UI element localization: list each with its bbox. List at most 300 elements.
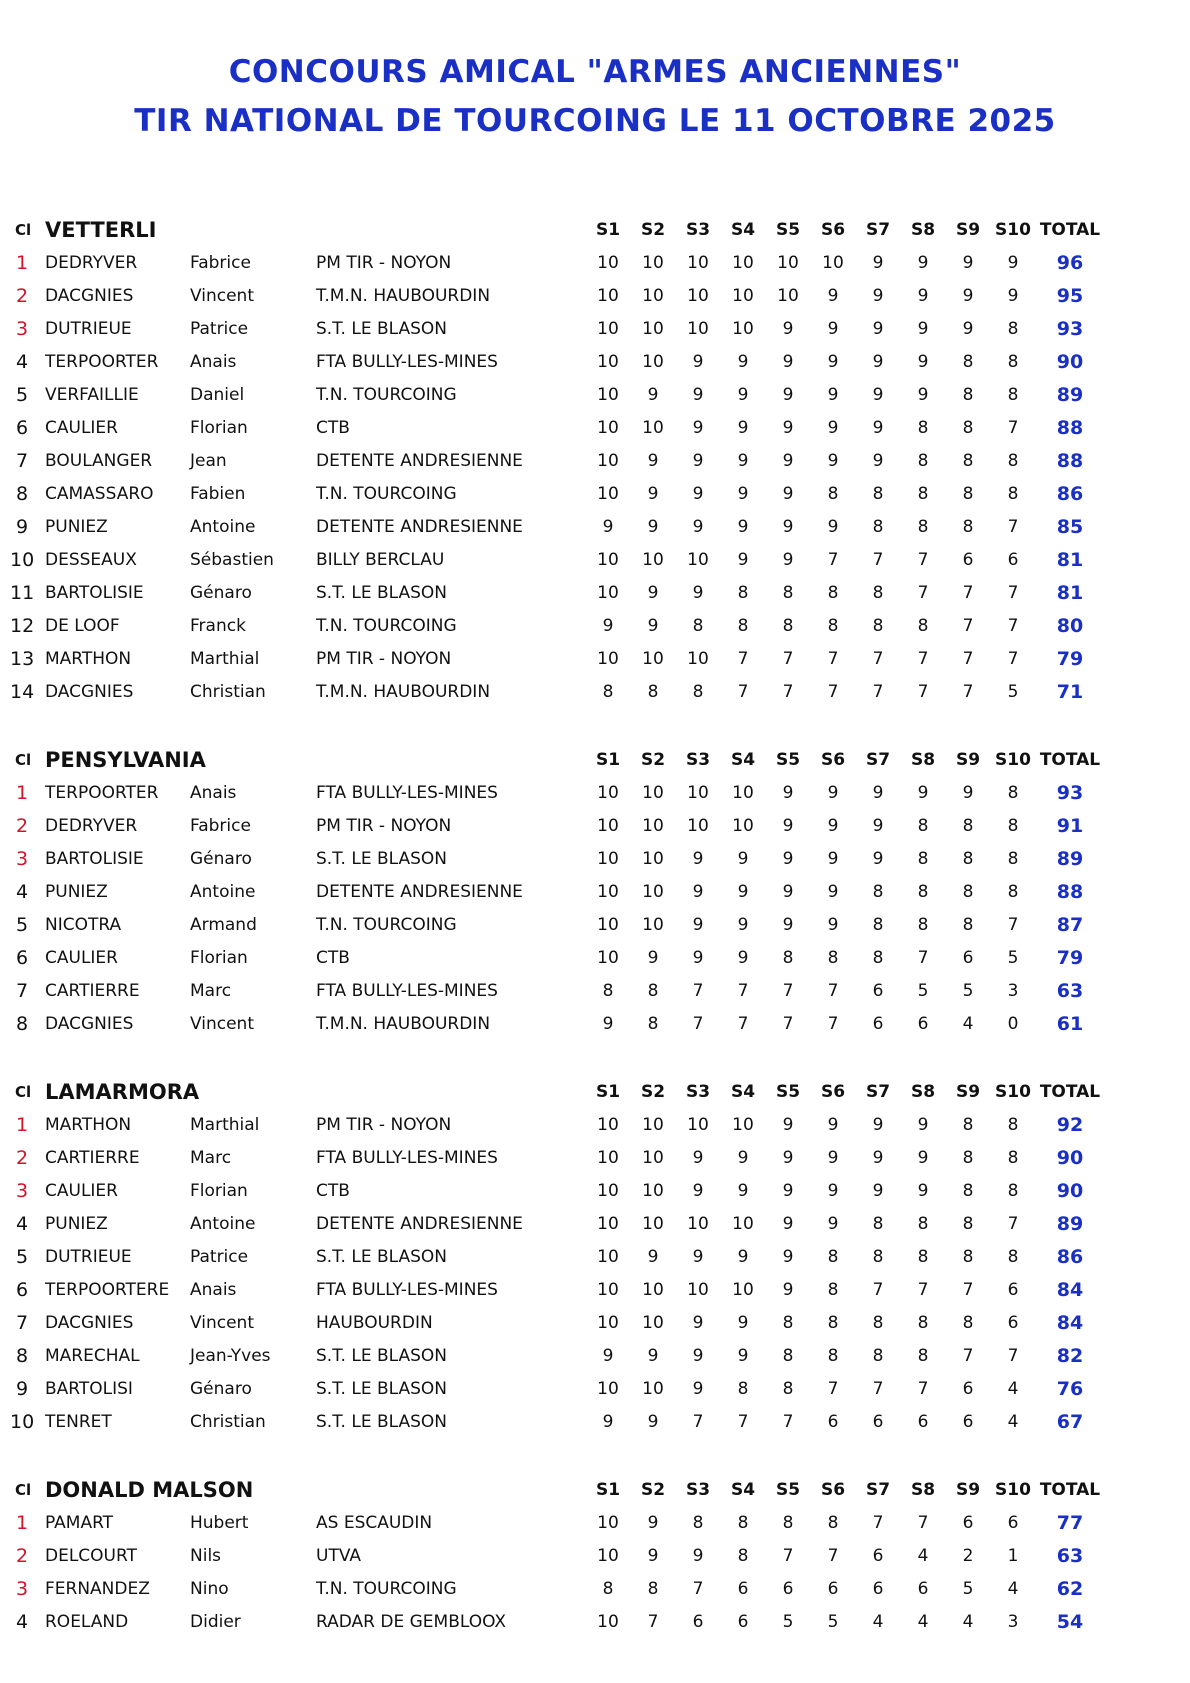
score-cell: 8 (962, 1181, 974, 1201)
rank: 6 (15, 417, 29, 439)
first-name: Antoine (190, 517, 256, 537)
score-cell: 8 (827, 484, 839, 504)
score-cell: 8 (917, 1214, 929, 1234)
section-title: PENSYLVANIA (45, 748, 206, 772)
first-name: Marthial (190, 1115, 260, 1135)
score-cell: 9 (872, 319, 884, 339)
score-cell: 9 (872, 1181, 884, 1201)
score-cell: 7 (692, 1014, 704, 1034)
score-cell: 8 (647, 981, 659, 1001)
total-score: 80 (1056, 615, 1084, 637)
score-cell: 5 (917, 981, 929, 1001)
table-row (0, 314, 1190, 344)
score-cell: 8 (1007, 1247, 1019, 1267)
document-subtitle: TIR NATIONAL DE TOURCOING LE 11 OCTOBRE 2025 (134, 103, 1056, 139)
score-cell: 10 (642, 550, 664, 570)
first-name: Génaro (190, 1379, 252, 1399)
club-name: T.N. TOURCOING (316, 1579, 457, 1599)
total-score: 90 (1056, 1180, 1084, 1202)
rank: 9 (15, 516, 29, 538)
score-cell: 8 (1007, 849, 1019, 869)
score-cell: 9 (827, 352, 839, 372)
last-name: PUNIEZ (45, 882, 108, 902)
score-cell: 8 (1007, 451, 1019, 471)
score-cell: 7 (872, 1513, 884, 1533)
score-cell: 10 (687, 550, 709, 570)
score-cell: 10 (597, 1247, 619, 1267)
club-name: DETENTE ANDRESIENNE (316, 451, 523, 471)
column-header: S1 (595, 1082, 621, 1102)
score-cell: 9 (827, 816, 839, 836)
score-cell: 6 (827, 1579, 839, 1599)
last-name: TERPOORTER (45, 783, 159, 803)
score-cell: 10 (732, 1115, 754, 1135)
score-cell: 7 (827, 550, 839, 570)
score-cell: 9 (737, 352, 749, 372)
score-cell: 10 (597, 1612, 619, 1632)
last-name: CAULIER (45, 1181, 118, 1201)
score-cell: 4 (872, 1612, 884, 1632)
rank: 12 (10, 615, 35, 637)
club-name: PM TIR - NOYON (316, 816, 452, 836)
score-cell: 7 (1007, 418, 1019, 438)
score-cell: 9 (737, 1247, 749, 1267)
score-cell: 10 (597, 1148, 619, 1168)
column-header: S3 (685, 1082, 711, 1102)
score-cell: 9 (692, 451, 704, 471)
section-header (0, 215, 1190, 245)
score-cell: 7 (917, 1513, 929, 1533)
score-cell: 8 (872, 882, 884, 902)
score-cell: 7 (962, 1280, 974, 1300)
score-cell: 10 (597, 1546, 619, 1566)
score-cell: 9 (782, 1181, 794, 1201)
rank: 7 (15, 450, 29, 472)
score-cell: 8 (737, 1379, 749, 1399)
column-header: S2 (640, 1082, 666, 1102)
club-name: AS ESCAUDIN (316, 1513, 433, 1533)
score-cell: 1 (1007, 1546, 1019, 1566)
score-cell: 8 (737, 1546, 749, 1566)
section-header (0, 1475, 1190, 1505)
table-row (0, 380, 1190, 410)
score-cell: 10 (687, 319, 709, 339)
last-name: FERNANDEZ (45, 1579, 150, 1599)
total-score: 87 (1056, 914, 1084, 936)
score-cell: 9 (872, 253, 884, 273)
score-cell: 7 (917, 649, 929, 669)
last-name: CARTIERRE (45, 1148, 140, 1168)
score-cell: 10 (597, 1115, 619, 1135)
club-name: RADAR DE GEMBLOOX (316, 1612, 507, 1632)
club-name: S.T. LE BLASON (316, 319, 448, 339)
score-cell: 9 (737, 418, 749, 438)
table-row (0, 811, 1190, 841)
score-cell: 10 (777, 253, 799, 273)
score-cell: 9 (872, 783, 884, 803)
column-header: S9 (955, 750, 981, 770)
score-cell: 8 (917, 616, 929, 636)
club-name: CTB (316, 418, 350, 438)
club-name: PM TIR - NOYON (316, 1115, 452, 1135)
first-name: Armand (190, 915, 257, 935)
total-score: 54 (1056, 1611, 1084, 1633)
total-score: 84 (1056, 1279, 1084, 1301)
score-cell: 8 (827, 948, 839, 968)
total-score: 93 (1056, 782, 1084, 804)
score-cell: 10 (822, 253, 844, 273)
column-header: S4 (730, 220, 756, 240)
rank: 6 (15, 1279, 29, 1301)
class-label: Cl (15, 1481, 32, 1499)
score-cell: 6 (1007, 1280, 1019, 1300)
club-name: T.M.N. HAUBOURDIN (316, 286, 491, 306)
score-cell: 4 (917, 1546, 929, 1566)
score-cell: 9 (602, 616, 614, 636)
column-header: S8 (910, 1480, 936, 1500)
score-cell: 8 (602, 682, 614, 702)
first-name: Fabrice (190, 816, 251, 836)
score-cell: 9 (827, 849, 839, 869)
score-cell: 8 (737, 583, 749, 603)
score-cell: 10 (597, 783, 619, 803)
total-score: 90 (1056, 1147, 1084, 1169)
first-name: Vincent (190, 1313, 254, 1333)
table-row (0, 413, 1190, 443)
total-score: 84 (1056, 1312, 1084, 1334)
column-header: S8 (910, 750, 936, 770)
document-title: CONCOURS AMICAL "ARMES ANCIENNES" (228, 54, 962, 90)
score-cell: 6 (1007, 1513, 1019, 1533)
first-name: Jean (190, 451, 227, 471)
total-header: TOTAL (1039, 1480, 1101, 1500)
score-cell: 9 (737, 849, 749, 869)
score-cell: 10 (687, 253, 709, 273)
score-cell: 7 (917, 1280, 929, 1300)
score-cell: 9 (872, 451, 884, 471)
score-cell: 10 (597, 253, 619, 273)
score-cell: 6 (872, 1412, 884, 1432)
score-cell: 7 (827, 981, 839, 1001)
first-name: Patrice (190, 319, 249, 339)
score-cell: 10 (597, 583, 619, 603)
total-score: 86 (1056, 483, 1084, 505)
score-cell: 3 (1007, 981, 1019, 1001)
last-name: CAULIER (45, 948, 118, 968)
score-cell: 7 (737, 682, 749, 702)
club-name: FTA BULLY-LES-MINES (316, 1280, 498, 1300)
score-cell: 8 (962, 1115, 974, 1135)
score-cell: 6 (1007, 550, 1019, 570)
last-name: TENRET (45, 1412, 112, 1432)
score-cell: 9 (917, 1181, 929, 1201)
score-cell: 7 (962, 682, 974, 702)
score-cell: 8 (1007, 816, 1019, 836)
score-cell: 9 (782, 451, 794, 471)
column-header: S5 (775, 220, 801, 240)
score-cell: 9 (782, 1214, 794, 1234)
score-cell: 9 (782, 1148, 794, 1168)
column-header: S8 (910, 220, 936, 240)
score-cell: 8 (827, 616, 839, 636)
score-cell: 8 (782, 616, 794, 636)
table-row (0, 1308, 1190, 1338)
column-header: S3 (685, 220, 711, 240)
score-cell: 10 (732, 319, 754, 339)
first-name: Nils (190, 1546, 222, 1566)
score-cell: 7 (737, 981, 749, 1001)
score-cell: 6 (962, 1379, 974, 1399)
score-cell: 9 (962, 286, 974, 306)
last-name: DELCOURT (45, 1546, 137, 1566)
total-score: 89 (1056, 384, 1084, 406)
score-cell: 9 (917, 783, 929, 803)
table-row (0, 347, 1190, 377)
score-cell: 9 (782, 882, 794, 902)
score-cell: 9 (737, 451, 749, 471)
first-name: Nino (190, 1579, 229, 1599)
score-cell: 8 (827, 583, 839, 603)
score-cell: 9 (827, 1181, 839, 1201)
total-score: 77 (1056, 1512, 1084, 1534)
score-cell: 8 (872, 1313, 884, 1333)
total-score: 63 (1056, 980, 1084, 1002)
score-cell: 9 (647, 451, 659, 471)
table-row (0, 1242, 1190, 1272)
rank: 5 (15, 914, 29, 936)
rank: 8 (15, 1013, 29, 1035)
total-score: 79 (1056, 648, 1084, 670)
club-name: T.N. TOURCOING (316, 915, 457, 935)
score-cell: 7 (692, 1579, 704, 1599)
last-name: DUTRIEUE (45, 319, 132, 339)
score-cell: 7 (782, 1014, 794, 1034)
first-name: Anais (190, 1280, 237, 1300)
rank: 3 (15, 848, 29, 870)
score-cell: 10 (687, 1214, 709, 1234)
score-cell: 7 (872, 1379, 884, 1399)
score-cell: 8 (872, 616, 884, 636)
score-cell: 10 (642, 1214, 664, 1234)
score-cell: 9 (872, 418, 884, 438)
score-cell: 9 (917, 319, 929, 339)
last-name: DUTRIEUE (45, 1247, 132, 1267)
score-cell: 8 (782, 1346, 794, 1366)
score-cell: 10 (597, 1181, 619, 1201)
score-cell: 8 (917, 517, 929, 537)
rank: 2 (15, 1147, 29, 1169)
score-cell: 9 (692, 1148, 704, 1168)
score-cell: 8 (962, 915, 974, 935)
rank: 1 (15, 1512, 29, 1534)
score-cell: 10 (597, 550, 619, 570)
first-name: Patrice (190, 1247, 249, 1267)
score-cell: 9 (737, 517, 749, 537)
score-cell: 10 (597, 849, 619, 869)
rank: 2 (15, 285, 29, 307)
score-cell: 10 (642, 1379, 664, 1399)
score-cell: 8 (1007, 352, 1019, 372)
column-header: S10 (995, 1480, 1031, 1500)
total-score: 61 (1056, 1013, 1084, 1035)
score-cell: 8 (827, 1346, 839, 1366)
first-name: Florian (190, 418, 248, 438)
last-name: MARECHAL (45, 1346, 140, 1366)
score-cell: 6 (737, 1612, 749, 1632)
rank: 2 (15, 815, 29, 837)
score-cell: 9 (647, 948, 659, 968)
score-cell: 9 (872, 352, 884, 372)
score-cell: 4 (1007, 1379, 1019, 1399)
last-name: DE LOOF (45, 616, 120, 636)
score-cell: 6 (872, 1579, 884, 1599)
table-row (0, 910, 1190, 940)
score-cell: 7 (1007, 915, 1019, 935)
rank: 7 (15, 980, 29, 1002)
score-cell: 5 (1007, 948, 1019, 968)
score-cell: 10 (642, 915, 664, 935)
table-row (0, 611, 1190, 641)
rank: 7 (15, 1312, 29, 1334)
score-cell: 9 (737, 385, 749, 405)
score-cell: 8 (917, 882, 929, 902)
score-cell: 8 (827, 1247, 839, 1267)
score-cell: 8 (827, 1280, 839, 1300)
score-cell: 7 (917, 682, 929, 702)
score-cell: 9 (962, 783, 974, 803)
last-name: CARTIERRE (45, 981, 140, 1001)
score-cell: 10 (687, 649, 709, 669)
score-cell: 8 (962, 816, 974, 836)
first-name: Génaro (190, 849, 252, 869)
last-name: BARTOLISI (45, 1379, 133, 1399)
score-cell: 9 (917, 286, 929, 306)
score-cell: 6 (962, 550, 974, 570)
score-cell: 9 (602, 517, 614, 537)
score-cell: 7 (782, 1546, 794, 1566)
score-cell: 4 (962, 1014, 974, 1034)
total-score: 88 (1056, 450, 1084, 472)
score-cell: 9 (872, 286, 884, 306)
table-row (0, 1574, 1190, 1604)
score-cell: 8 (692, 682, 704, 702)
score-cell: 10 (597, 1513, 619, 1533)
score-cell: 4 (917, 1612, 929, 1632)
rank: 9 (15, 1378, 29, 1400)
score-cell: 9 (692, 418, 704, 438)
club-name: PM TIR - NOYON (316, 649, 452, 669)
score-cell: 7 (1007, 583, 1019, 603)
first-name: Marthial (190, 649, 260, 669)
score-cell: 9 (827, 1214, 839, 1234)
score-cell: 10 (642, 1115, 664, 1135)
score-cell: 7 (692, 981, 704, 1001)
club-name: HAUBOURDIN (316, 1313, 433, 1333)
score-cell: 9 (692, 849, 704, 869)
score-cell: 10 (597, 418, 619, 438)
score-cell: 10 (687, 1115, 709, 1135)
score-cell: 9 (782, 1280, 794, 1300)
score-cell: 10 (732, 1214, 754, 1234)
club-name: S.T. LE BLASON (316, 1379, 448, 1399)
last-name: DEDRYVER (45, 816, 138, 836)
score-cell: 7 (872, 649, 884, 669)
score-cell: 8 (872, 948, 884, 968)
score-cell: 10 (732, 783, 754, 803)
table-row (0, 1143, 1190, 1173)
column-header: S6 (820, 1480, 846, 1500)
score-cell: 9 (737, 1148, 749, 1168)
last-name: DESSEAUX (45, 550, 137, 570)
score-cell: 8 (647, 682, 659, 702)
column-header: S2 (640, 220, 666, 240)
score-cell: 9 (602, 1346, 614, 1366)
table-row (0, 1009, 1190, 1039)
club-name: FTA BULLY-LES-MINES (316, 352, 498, 372)
score-cell: 8 (962, 451, 974, 471)
club-name: DETENTE ANDRESIENNE (316, 882, 523, 902)
score-cell: 8 (872, 517, 884, 537)
club-name: S.T. LE BLASON (316, 1247, 448, 1267)
score-cell: 0 (1007, 1014, 1019, 1034)
score-cell: 8 (962, 418, 974, 438)
score-cell: 9 (737, 882, 749, 902)
score-cell: 9 (647, 1247, 659, 1267)
total-score: 88 (1056, 417, 1084, 439)
column-header: S7 (865, 220, 891, 240)
score-cell: 10 (642, 849, 664, 869)
last-name: CAMASSARO (45, 484, 154, 504)
table-row (0, 1341, 1190, 1371)
total-header: TOTAL (1039, 220, 1101, 240)
table-row (0, 1541, 1190, 1571)
column-header: S8 (910, 1082, 936, 1102)
first-name: Antoine (190, 882, 256, 902)
score-cell: 9 (692, 882, 704, 902)
score-cell: 5 (962, 981, 974, 1001)
first-name: Vincent (190, 286, 254, 306)
score-cell: 8 (962, 1148, 974, 1168)
score-cell: 8 (782, 1513, 794, 1533)
score-cell: 10 (597, 1214, 619, 1234)
score-cell: 8 (692, 1513, 704, 1533)
rank: 6 (15, 947, 29, 969)
score-cell: 9 (692, 1181, 704, 1201)
score-cell: 8 (917, 849, 929, 869)
score-cell: 9 (647, 484, 659, 504)
rank: 8 (15, 1345, 29, 1367)
column-header: S5 (775, 1082, 801, 1102)
score-cell: 8 (782, 1313, 794, 1333)
rank: 2 (15, 1545, 29, 1567)
score-cell: 9 (827, 915, 839, 935)
total-score: 76 (1056, 1378, 1084, 1400)
score-cell: 10 (642, 1313, 664, 1333)
table-row (0, 1209, 1190, 1239)
total-score: 92 (1056, 1114, 1084, 1136)
column-header: S1 (595, 750, 621, 770)
last-name: CAULIER (45, 418, 118, 438)
score-cell: 9 (692, 385, 704, 405)
table-row (0, 976, 1190, 1006)
column-header: S3 (685, 750, 711, 770)
score-cell: 6 (872, 981, 884, 1001)
score-cell: 6 (827, 1412, 839, 1432)
score-cell: 10 (597, 484, 619, 504)
first-name: Marc (190, 981, 232, 1001)
score-cell: 7 (1007, 649, 1019, 669)
club-name: T.N. TOURCOING (316, 616, 457, 636)
